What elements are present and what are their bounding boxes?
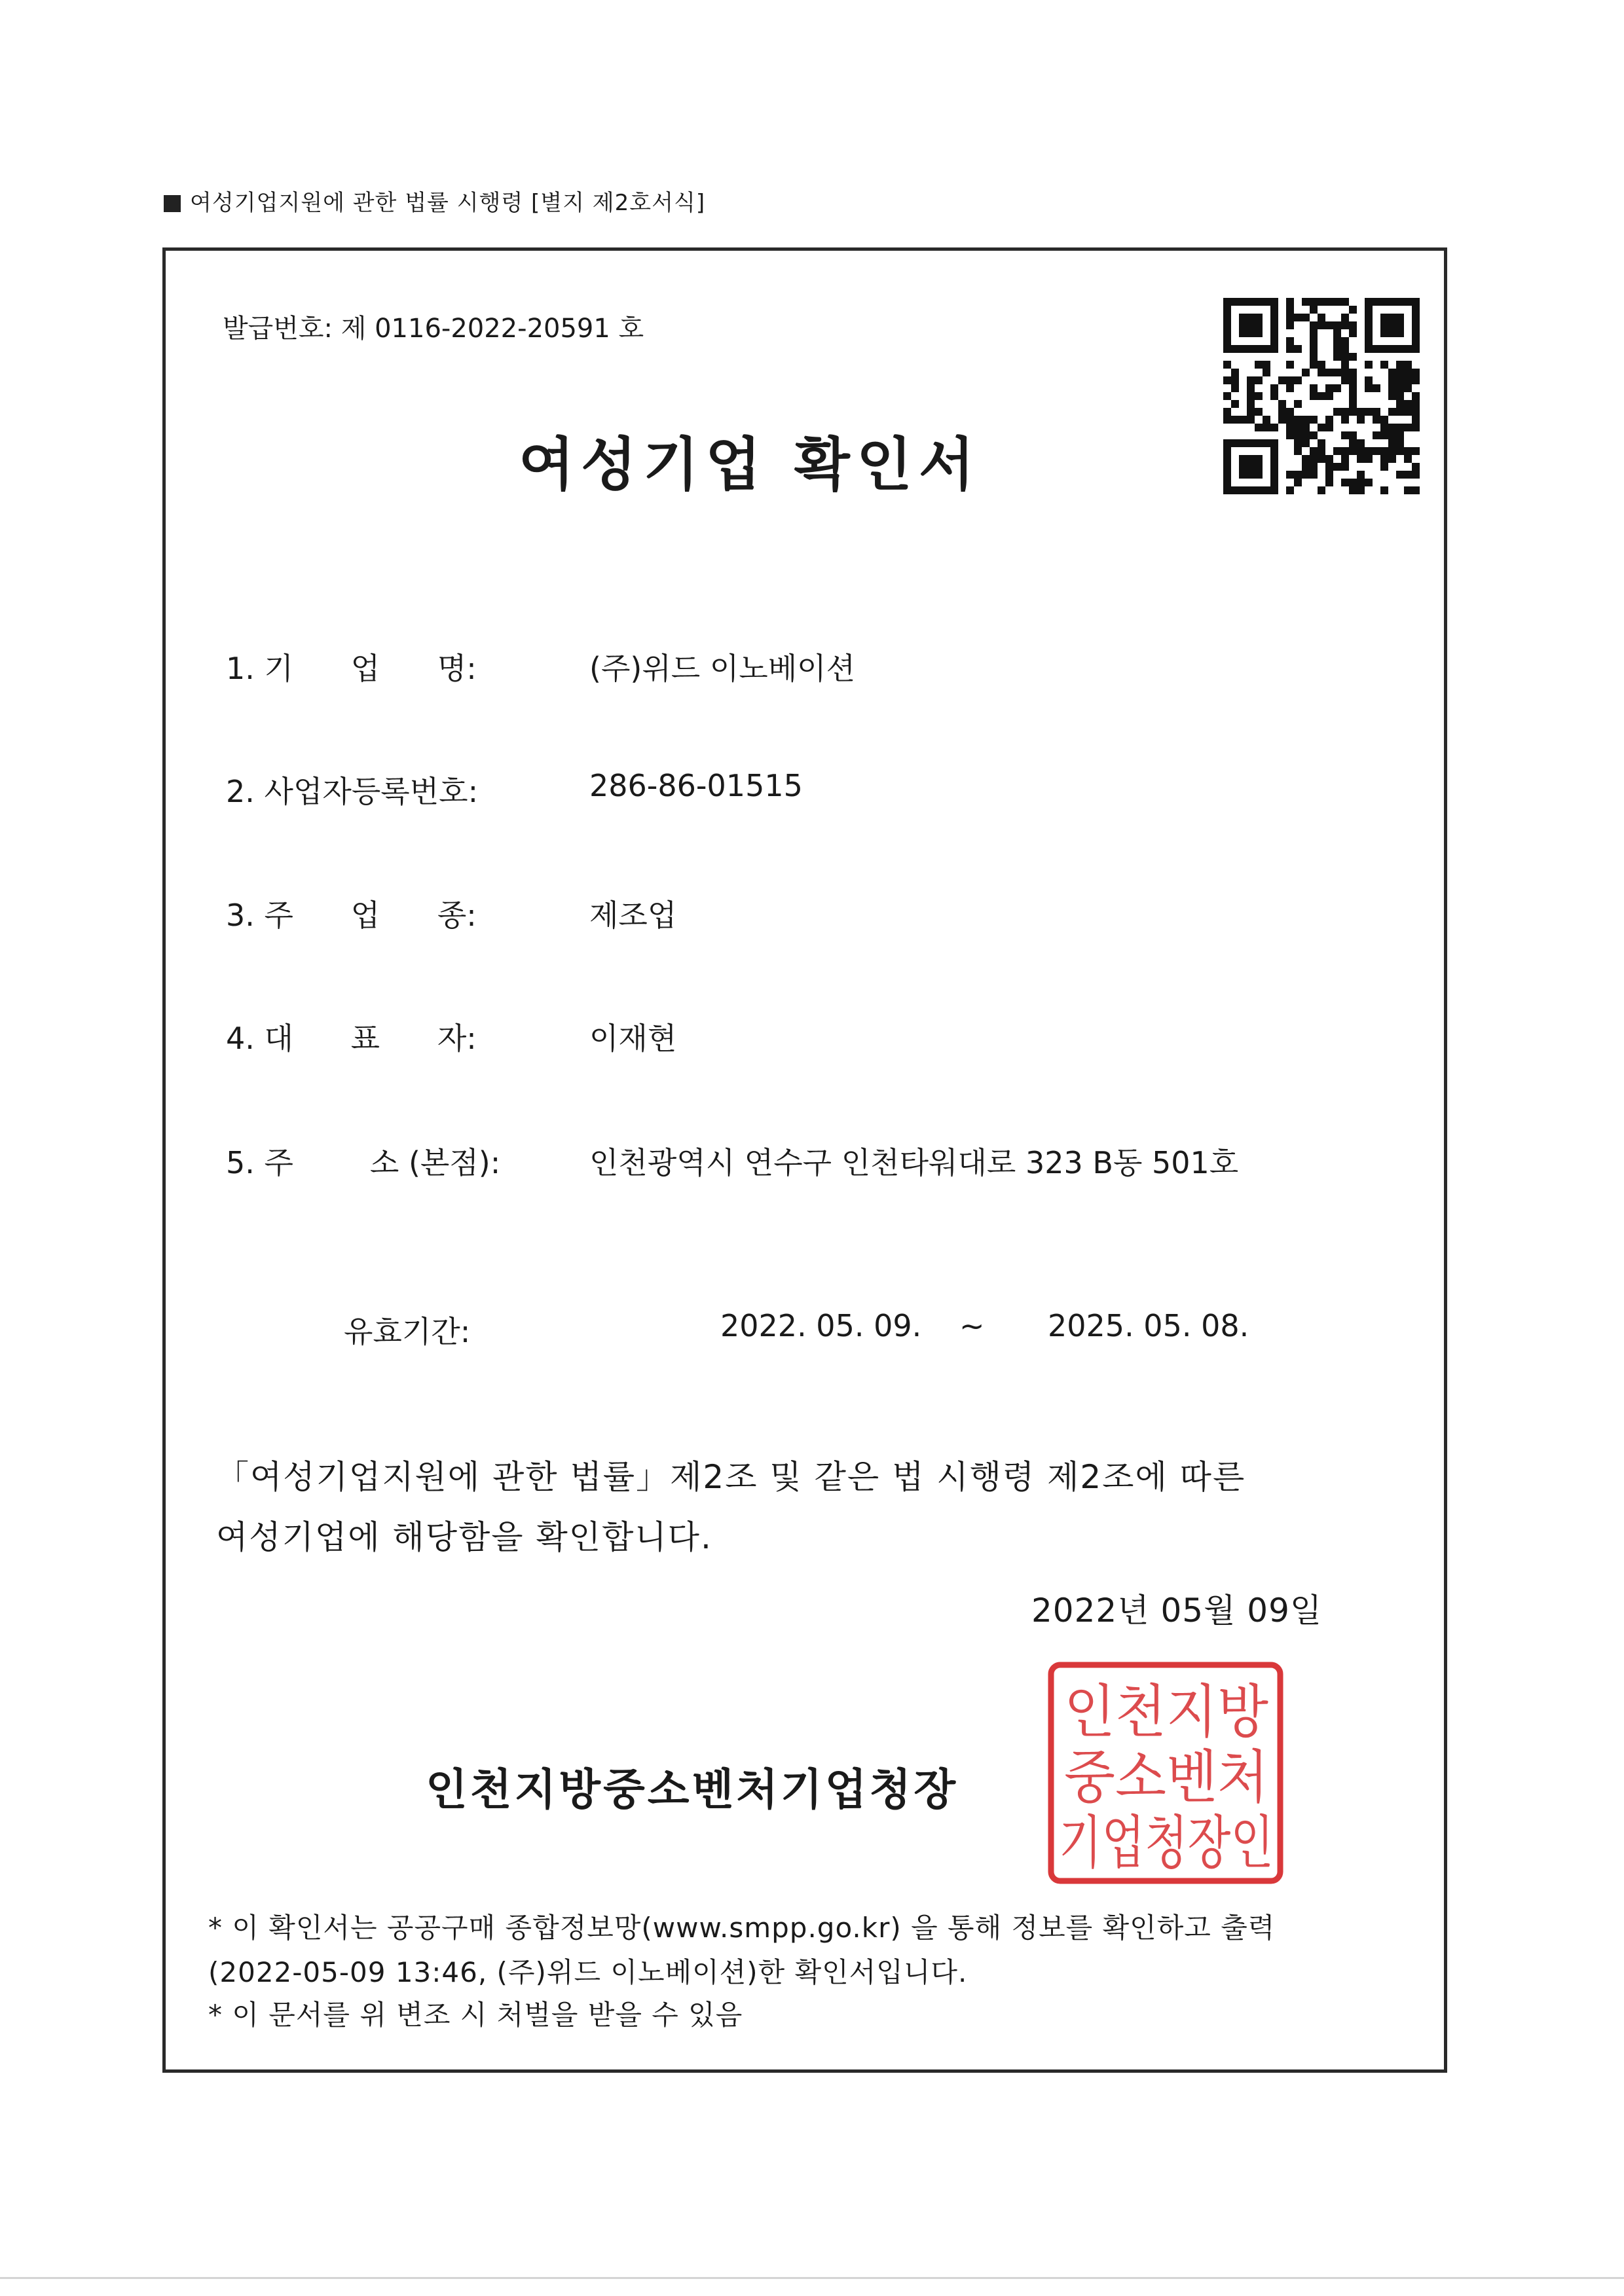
document-title: 여성기업 확인서 (519, 431, 981, 498)
svg-text:중소벤처: 중소벤처 (1064, 1743, 1268, 1811)
issuer-name: 인천지방중소벤처기업청장 (426, 1764, 959, 1815)
validity-start: 2022. 05. 09. (720, 1308, 922, 1343)
footnote: * 이 문서를 위 변조 시 처벌을 받을 수 있음 (208, 1999, 743, 2031)
square-bullet-icon (164, 195, 181, 212)
field-label: 4. 대 표 자: (226, 1021, 477, 1056)
field-label: 1. 기 업 명: (226, 651, 477, 686)
form-header (164, 185, 705, 217)
form-header-text: 여성기업지원에 관한 법률 시행령 [별지 제2호서식] (190, 190, 706, 216)
field-value: 제조업 (589, 898, 677, 933)
field-label: 5. 주 소 (본점): (226, 1145, 501, 1180)
footnote: (2022-05-09 13:46, (주)위드 이노베이션)한 확인서입니다. (208, 1956, 968, 1988)
confirmation-line: 「여성기업지원에 관한 법률」제2조 및 같은 법 시행령 제2조에 따른 (216, 1458, 1246, 1496)
scan-edge-line (0, 2277, 1624, 2279)
field-value: 인천광역시 연수구 인천타워대로 323 B동 501호 (589, 1145, 1239, 1180)
issue-date: 2022년 05월 09일 (1031, 1592, 1323, 1630)
field-value: 286-86-01515 (589, 768, 803, 803)
svg-text:인천지방: 인천지방 (1064, 1678, 1268, 1745)
validity-separator: ~ (959, 1308, 985, 1343)
field-label: 3. 주 업 종: (226, 898, 477, 933)
field-value: (주)위드 이노베이션 (589, 651, 856, 686)
field-value: 이재현 (589, 1021, 677, 1056)
issue-number: 발급번호: 제 0116-2022-20591 호 (223, 314, 644, 344)
validity-end: 2025. 05. 08. (1048, 1308, 1249, 1343)
confirmation-line: 여성기업에 해당함을 확인합니다. (216, 1518, 712, 1556)
footnote: * 이 확인서는 공공구매 종합정보망(www.smpp.go.kr) 을 통해 정보를 확인하고 출력 (208, 1912, 1276, 1944)
field-label: 2. 사업자등록번호: (226, 774, 479, 809)
official-seal-stamp (1046, 1660, 1285, 1886)
validity-label: 유효기간: (344, 1314, 471, 1349)
confirmation-text (216, 1447, 1246, 1567)
svg-text:기업청장인: 기업청장인 (1059, 1809, 1274, 1876)
